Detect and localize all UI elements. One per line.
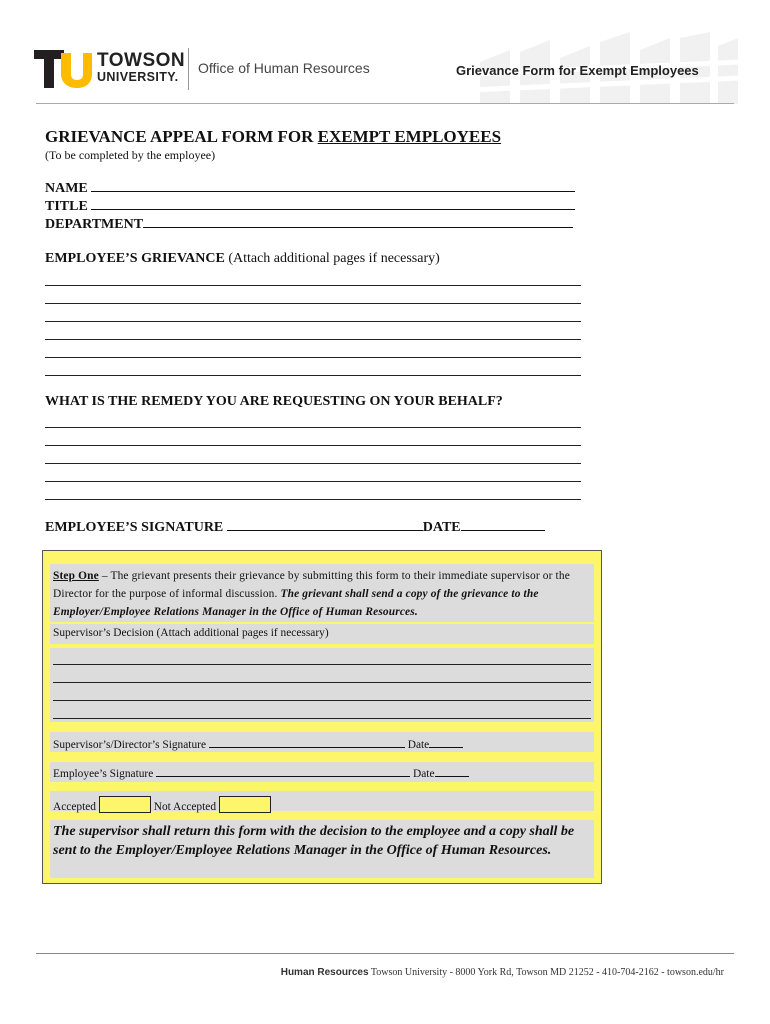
decision-line[interactable]	[53, 718, 591, 719]
header-rule	[36, 103, 734, 104]
remedy-line[interactable]	[45, 463, 581, 464]
office-name: Office of Human Resources	[198, 60, 370, 76]
tu-logo-icon	[34, 50, 92, 88]
department-input-line[interactable]	[143, 215, 573, 228]
accepted-label: Accepted	[53, 801, 97, 813]
remedy-line[interactable]	[45, 445, 581, 446]
supervisor-date-input[interactable]	[429, 737, 463, 748]
employee-acknowledge-label: Employee’s Signature	[53, 768, 154, 780]
decision-label: Supervisor’s Decision (Attach additional pages if necessary)	[53, 627, 329, 639]
signature-date-label: DATE	[422, 520, 461, 535]
supervisor-signature-label: Supervisor’s/Director’s Signature	[53, 739, 207, 751]
logo-wordmark-university: UNIVERSITY.	[97, 70, 179, 84]
employee-acknowledge-row[interactable]	[53, 766, 469, 780]
form-title-part2: EXEMPT EMPLOYEES	[317, 127, 502, 146]
supervisor-return-note: The supervisor shall return this form with the decision to the employee and a copy shall be sent to the Employer/Employee Relations Manager in the Office of Human Resources.	[53, 824, 575, 858]
not-accepted-label: Not Accepted	[153, 801, 217, 813]
footer-dept: Human Resources	[280, 967, 369, 978]
decision-lines-bg	[50, 648, 594, 722]
acceptance-row[interactable]	[53, 796, 271, 813]
employee-signature-label: EMPLOYEE’S SIGNATURE	[45, 520, 224, 535]
step-one-emphasis: The grievant shall send a copy of the grievance to the Employer/Employee Relations Manager in the Office of Human Resources.	[53, 588, 539, 618]
department-label: DEPARTMENT	[45, 217, 144, 232]
employee-signature-input[interactable]	[227, 518, 423, 531]
name-input-line[interactable]	[91, 179, 575, 192]
form-title	[45, 127, 501, 147]
title-input-line[interactable]	[91, 197, 575, 210]
supervisor-signature-row[interactable]	[53, 737, 463, 751]
employee-acknowledge-date-input[interactable]	[435, 766, 469, 777]
employee-signature-row[interactable]	[45, 518, 545, 536]
remedy-line[interactable]	[45, 427, 581, 428]
grievance-line[interactable]	[45, 375, 581, 376]
decision-line[interactable]	[53, 682, 591, 683]
remedy-heading: WHAT IS THE REMEDY YOU ARE REQUESTING ON YOUR BEHALF?	[45, 394, 503, 409]
title-label: TITLE	[45, 199, 88, 214]
employee-acknowledge-date-label: Date	[413, 768, 435, 780]
decision-line[interactable]	[53, 664, 591, 665]
supervisor-signature-input[interactable]	[209, 737, 405, 748]
step-one-description: – The grievant presents their grievance by submitting this form to their immediate supervisor or the Director for the purpose of informal discussion.	[53, 570, 570, 600]
grievance-label: EMPLOYEE’S GRIEVANCE	[45, 251, 225, 266]
grievance-note: (Attach additional pages if necessary)	[224, 251, 440, 266]
supervisor-date-label: Date	[407, 739, 430, 751]
form-subtitle: (To be completed by the employee)	[45, 148, 216, 162]
step-one-text	[53, 567, 593, 621]
grievance-line[interactable]	[45, 357, 581, 358]
step-one-label: Step One	[53, 570, 99, 582]
form-title-part1: GRIEVANCE APPEAL FORM FOR	[45, 127, 318, 146]
page-footer	[281, 967, 724, 978]
grievance-line[interactable]	[45, 285, 581, 286]
grievance-heading	[45, 251, 440, 267]
grievance-line[interactable]	[45, 303, 581, 304]
form-short-title: Grievance Form for Exempt Employees	[456, 63, 699, 78]
accepted-checkbox[interactable]	[99, 796, 151, 813]
decision-line[interactable]	[53, 700, 591, 701]
logo-divider	[188, 48, 189, 90]
name-field[interactable]	[45, 179, 575, 197]
grievance-line[interactable]	[45, 339, 581, 340]
footer-address: Towson University - 8000 York Rd, Towson MD 21252 - 410-704-2162 - towson.edu/hr	[368, 967, 724, 978]
department-field[interactable]	[45, 215, 573, 233]
name-label: NAME	[45, 181, 88, 196]
employee-acknowledge-input[interactable]	[156, 766, 410, 777]
remedy-line[interactable]	[45, 499, 581, 500]
title-field[interactable]	[45, 197, 575, 215]
remedy-line[interactable]	[45, 481, 581, 482]
not-accepted-checkbox[interactable]	[219, 796, 271, 813]
signature-date-input[interactable]	[461, 518, 545, 531]
page-header	[0, 0, 770, 106]
footer-rule	[36, 953, 734, 954]
grievance-line[interactable]	[45, 321, 581, 322]
logo-wordmark-towson: TOWSON	[97, 50, 186, 71]
